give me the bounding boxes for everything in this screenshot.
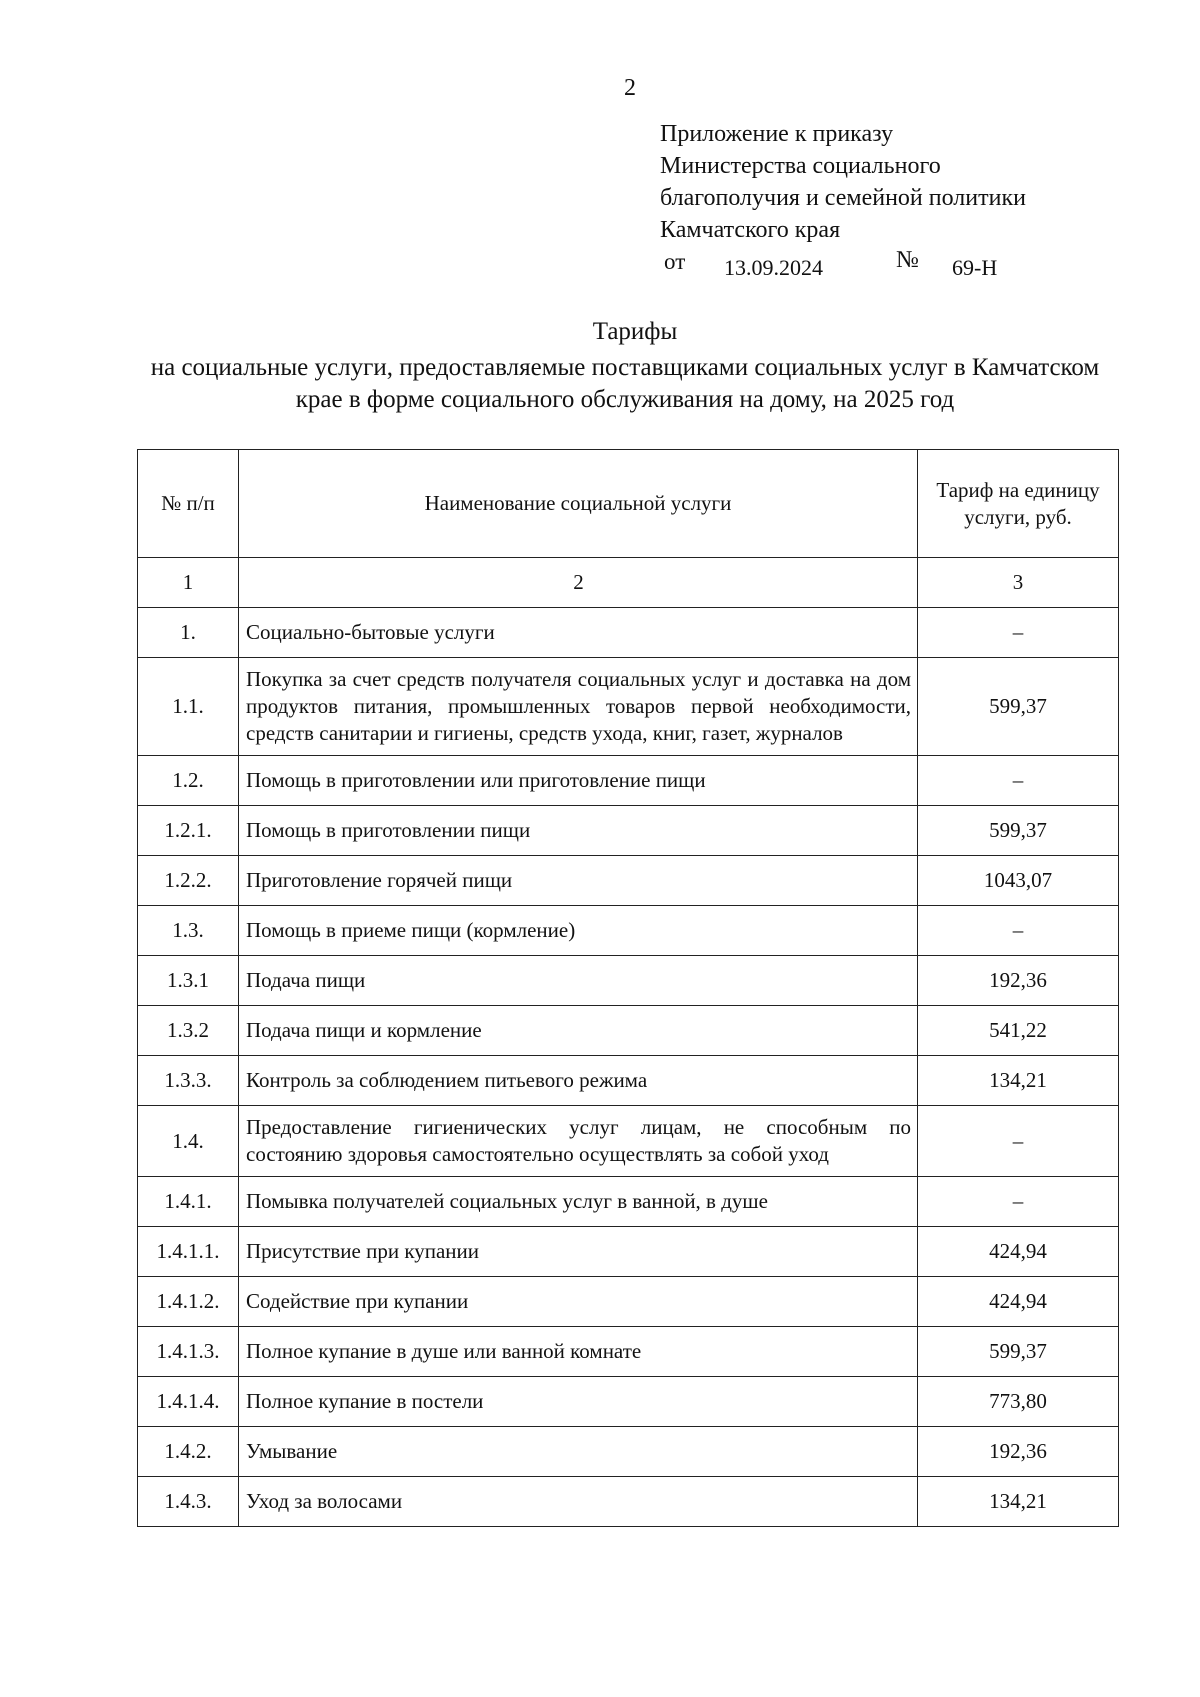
service-tariff: – <box>918 756 1119 806</box>
table-row <box>138 756 1119 806</box>
service-number: 1.4.1.2. <box>138 1277 239 1327</box>
service-name: Подача пищи <box>239 956 918 1006</box>
service-tariff: 134,21 <box>918 1477 1119 1527</box>
service-number: 1.4.3. <box>138 1477 239 1527</box>
service-name: Присутствие при купании <box>239 1227 918 1277</box>
service-number: 1.4.1.3. <box>138 1327 239 1377</box>
service-tariff: – <box>918 608 1119 658</box>
service-name: Уход за волосами <box>239 1477 918 1527</box>
table-row <box>138 1377 1119 1427</box>
service-tariff: 424,94 <box>918 1277 1119 1327</box>
service-number: 1.3. <box>138 906 239 956</box>
table-row <box>138 856 1119 906</box>
order-from-label: от <box>664 249 686 274</box>
table-body <box>138 558 1119 1527</box>
service-tariff: 599,37 <box>918 1327 1119 1377</box>
service-tariff: 192,36 <box>918 956 1119 1006</box>
table-row <box>138 956 1119 1006</box>
column-number: 1 <box>138 558 239 608</box>
service-tariff: 773,80 <box>918 1377 1119 1427</box>
service-tariff: 192,36 <box>918 1427 1119 1477</box>
table-row <box>138 806 1119 856</box>
header-name: Наименование социальной услуги <box>239 450 918 558</box>
appendix-line: Приложение к приказу <box>660 121 894 147</box>
service-tariff: – <box>918 1177 1119 1227</box>
service-name: Полное купание в постели <box>239 1377 918 1427</box>
service-number: 1.3.1 <box>138 956 239 1006</box>
service-tariff: – <box>918 906 1119 956</box>
service-number: 1.2.2. <box>138 856 239 906</box>
service-number: 1.3.3. <box>138 1056 239 1106</box>
service-name: Предоставление гигиенических услуг лицам, не способным по состоянию здоровья самостоятельно осуществлять за собой уход <box>239 1106 918 1177</box>
service-number: 1. <box>138 608 239 658</box>
table-row <box>138 1227 1119 1277</box>
service-name: Покупка за счет средств получателя социальных услуг и доставка на дом продуктов питания, промышленных товаров первой необходимости, средств санитарии и гигиены, средств ухода, книг, газет, журналов <box>239 658 918 756</box>
service-name: Помощь в приеме пищи (кормление) <box>239 906 918 956</box>
table-row <box>138 658 1119 756</box>
service-number: 1.4.2. <box>138 1427 239 1477</box>
service-name: Содействие при купании <box>239 1277 918 1327</box>
service-tariff: 599,37 <box>918 806 1119 856</box>
table-row <box>138 1327 1119 1377</box>
service-name: Помывка получателей социальных услуг в ванной, в душе <box>239 1177 918 1227</box>
table-row <box>138 1106 1119 1177</box>
service-name: Приготовление горячей пищи <box>239 856 918 906</box>
document-title: Тарифы <box>592 318 678 345</box>
column-number: 2 <box>239 558 918 608</box>
table-row <box>138 1277 1119 1327</box>
service-tariff: 424,94 <box>918 1227 1119 1277</box>
service-name: Умывание <box>239 1427 918 1477</box>
service-number: 1.4. <box>138 1106 239 1177</box>
service-tariff: 134,21 <box>918 1056 1119 1106</box>
order-number: 69-Н <box>952 255 998 280</box>
service-number: 1.2. <box>138 756 239 806</box>
service-name: Контроль за соблюдением питьевого режима <box>239 1056 918 1106</box>
appendix-line: Министерства социального <box>660 153 941 179</box>
service-tariff: – <box>918 1106 1119 1177</box>
service-tariff: 1043,07 <box>918 856 1119 906</box>
appendix-block <box>660 118 1026 246</box>
service-tariff: 599,37 <box>918 658 1119 756</box>
service-name: Подача пищи и кормление <box>239 1006 918 1056</box>
appendix-line: благополучия и семейной политики <box>660 185 1026 211</box>
service-number: 1.1. <box>138 658 239 756</box>
service-name: Помощь в приготовлении пищи <box>239 806 918 856</box>
header-num: № п/п <box>138 450 239 558</box>
table-row <box>138 1427 1119 1477</box>
order-number-label: № <box>896 247 919 273</box>
service-number: 1.4.1. <box>138 1177 239 1227</box>
service-name: Полное купание в душе или ванной комнате <box>239 1327 918 1377</box>
service-name: Социально-бытовые услуги <box>239 608 918 658</box>
appendix-line: Камчатского края <box>660 217 841 243</box>
table-row <box>138 906 1119 956</box>
service-number: 1.2.1. <box>138 806 239 856</box>
table-row <box>138 608 1119 658</box>
table-row <box>138 1056 1119 1106</box>
table-row <box>138 1006 1119 1056</box>
service-number: 1.4.1.4. <box>138 1377 239 1427</box>
tariffs-table <box>137 449 1119 1527</box>
table-header-row <box>138 450 1119 558</box>
document-subtitle: на социальные услуги, предоставляемые поставщиками социальных услуг в Камчатском крае в форме социального обслуживания на дому, на 2025 год <box>150 354 1100 413</box>
column-number-row <box>138 558 1119 608</box>
order-date: 13.09.2024 <box>724 255 823 280</box>
table-row <box>138 1177 1119 1227</box>
service-tariff: 541,22 <box>918 1006 1119 1056</box>
page-number: 2 <box>624 75 636 101</box>
column-number: 3 <box>918 558 1119 608</box>
service-name: Помощь в приготовлении или приготовление пищи <box>239 756 918 806</box>
service-number: 1.3.2 <box>138 1006 239 1056</box>
service-number: 1.4.1.1. <box>138 1227 239 1277</box>
header-tariff: Тариф на единицу услуги, руб. <box>918 450 1119 558</box>
table-row <box>138 1477 1119 1527</box>
